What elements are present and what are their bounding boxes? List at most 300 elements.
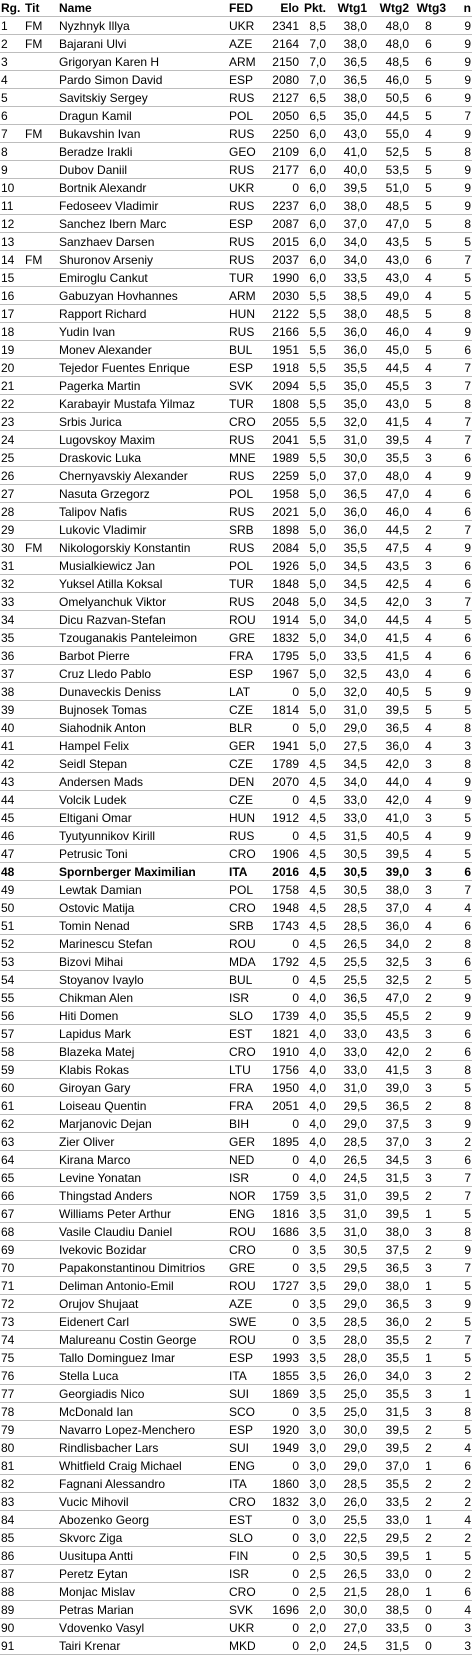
elo-cell: 1789 xyxy=(264,755,300,773)
games-cell: 5 xyxy=(447,287,472,305)
points-cell: 3,5 xyxy=(300,1241,327,1259)
wtg3-cell: 4 xyxy=(410,827,447,845)
wtg2-cell: 38,0 xyxy=(368,1223,410,1241)
games-cell: 9 xyxy=(447,53,472,71)
rank-cell: 4 xyxy=(0,71,24,89)
wtg1-cell: 26,0 xyxy=(327,1493,368,1511)
elo-cell: 2050 xyxy=(264,107,300,125)
wtg1-cell: 25,5 xyxy=(327,953,368,971)
points-cell: 8,5 xyxy=(300,17,327,35)
table-row xyxy=(0,1223,472,1241)
games-cell: 9 xyxy=(447,1007,472,1025)
wtg2-cell: 43,5 xyxy=(368,557,410,575)
table-row xyxy=(0,359,472,377)
wtg2-cell: 42,0 xyxy=(368,1043,410,1061)
table-row xyxy=(0,1637,472,1655)
player-name-cell: Hampel Felix xyxy=(58,737,228,755)
title-cell xyxy=(24,1205,58,1223)
table-row xyxy=(0,593,472,611)
rank-cell: 9 xyxy=(0,161,24,179)
player-name-cell: Beradze Irakli xyxy=(58,143,228,161)
elo-cell: 0 xyxy=(264,1583,300,1601)
federation-cell: ENG xyxy=(228,1205,264,1223)
elo-cell: 2051 xyxy=(264,1097,300,1115)
wtg3-cell: 5 xyxy=(410,305,447,323)
table-row xyxy=(0,71,472,89)
wtg2-cell: 33,0 xyxy=(368,1511,410,1529)
wtg1-cell: 33,0 xyxy=(327,809,368,827)
title-cell xyxy=(24,359,58,377)
federation-cell: EST xyxy=(228,1511,264,1529)
wtg2-cell: 53,5 xyxy=(368,161,410,179)
games-cell: 8 xyxy=(447,143,472,161)
rank-cell: 56 xyxy=(0,1007,24,1025)
points-cell: 2,0 xyxy=(300,1601,327,1619)
wtg3-cell: 3 xyxy=(410,1115,447,1133)
wtg1-cell: 33,0 xyxy=(327,791,368,809)
rank-cell: 78 xyxy=(0,1403,24,1421)
wtg3-cell: 2 xyxy=(410,1241,447,1259)
federation-cell: RUS xyxy=(228,251,264,269)
player-name-cell: Grigoryan Karen H xyxy=(58,53,228,71)
federation-cell: LTU xyxy=(228,1061,264,1079)
points-cell: 4,5 xyxy=(300,809,327,827)
elo-cell: 1686 xyxy=(264,1223,300,1241)
federation-cell: BUL xyxy=(228,341,264,359)
wtg3-cell: 3 xyxy=(410,1223,447,1241)
points-cell: 4,0 xyxy=(300,1079,327,1097)
wtg2-cell: 39,5 xyxy=(368,431,410,449)
elo-cell: 2048 xyxy=(264,593,300,611)
points-cell: 6,0 xyxy=(300,143,327,161)
games-cell: 2 xyxy=(447,1133,472,1151)
table-row xyxy=(0,179,472,197)
title-cell xyxy=(24,1421,58,1439)
federation-cell: ESP xyxy=(228,359,264,377)
player-name-cell: Dubov Daniil xyxy=(58,161,228,179)
points-cell: 3,0 xyxy=(300,1421,327,1439)
rank-cell: 71 xyxy=(0,1277,24,1295)
wtg3-cell: 3 xyxy=(410,953,447,971)
elo-cell: 1848 xyxy=(264,575,300,593)
player-name-cell: Malureanu Costin George xyxy=(58,1331,228,1349)
table-row xyxy=(0,431,472,449)
wtg2-cell: 39,0 xyxy=(368,1079,410,1097)
games-cell: 6 xyxy=(447,953,472,971)
rank-cell: 30 xyxy=(0,539,24,557)
elo-cell: 0 xyxy=(264,1619,300,1637)
wtg2-cell: 46,0 xyxy=(368,71,410,89)
wtg1-cell: 34,5 xyxy=(327,755,368,773)
table-row xyxy=(0,287,472,305)
wtg1-cell: 31,0 xyxy=(327,1079,368,1097)
games-cell: 9 xyxy=(447,539,472,557)
player-name-cell: Bizovi Mihai xyxy=(58,953,228,971)
table-row xyxy=(0,1403,472,1421)
points-cell: 2,5 xyxy=(300,1565,327,1583)
games-cell: 2 xyxy=(447,1367,472,1385)
elo-cell: 2122 xyxy=(264,305,300,323)
points-cell: 2,5 xyxy=(300,1547,327,1565)
points-cell: 3,5 xyxy=(300,1259,327,1277)
games-cell: 5 xyxy=(447,971,472,989)
player-name-cell: Lugovskoy Maxim xyxy=(58,431,228,449)
wtg1-cell: 36,5 xyxy=(327,485,368,503)
title-cell xyxy=(24,1151,58,1169)
title-cell xyxy=(24,809,58,827)
points-cell: 5,5 xyxy=(300,359,327,377)
table-row xyxy=(0,1025,472,1043)
elo-cell: 0 xyxy=(264,1115,300,1133)
elo-cell: 1989 xyxy=(264,449,300,467)
table-row xyxy=(0,251,472,269)
wtg1-cell: 38,0 xyxy=(327,197,368,215)
federation-cell: ESP xyxy=(228,665,264,683)
elo-cell: 2341 xyxy=(264,17,300,35)
player-name-cell: Srbis Jurica xyxy=(58,413,228,431)
player-name-cell: Dunaveckis Deniss xyxy=(58,683,228,701)
federation-cell: CRO xyxy=(228,1583,264,1601)
points-cell: 5,5 xyxy=(300,431,327,449)
title-cell xyxy=(24,1475,58,1493)
player-name-cell: Shuronov Arseniy xyxy=(58,251,228,269)
rank-cell: 16 xyxy=(0,287,24,305)
wtg2-cell: 55,0 xyxy=(368,125,410,143)
player-name-cell: Hiti Domen xyxy=(58,1007,228,1025)
games-cell: 8 xyxy=(447,755,472,773)
rank-cell: 12 xyxy=(0,215,24,233)
wtg2-cell: 39,5 xyxy=(368,1439,410,1457)
federation-cell: RUS xyxy=(228,539,264,557)
wtg2-cell: 43,0 xyxy=(368,269,410,287)
title-cell xyxy=(24,1097,58,1115)
points-cell: 4,5 xyxy=(300,971,327,989)
points-cell: 4,0 xyxy=(300,1043,327,1061)
elo-cell: 0 xyxy=(264,935,300,953)
wtg1-cell: 26,0 xyxy=(327,1367,368,1385)
federation-cell: RUS xyxy=(228,197,264,215)
wtg2-cell: 48,5 xyxy=(368,197,410,215)
rank-cell: 53 xyxy=(0,953,24,971)
player-name-cell: Cruz Lledo Pablo xyxy=(58,665,228,683)
player-name-cell: Blazeka Matej xyxy=(58,1043,228,1061)
rank-cell: 91 xyxy=(0,1637,24,1655)
federation-cell: NOR xyxy=(228,1187,264,1205)
table-row xyxy=(0,971,472,989)
points-cell: 4,0 xyxy=(300,1097,327,1115)
federation-cell: UKR xyxy=(228,17,264,35)
wtg2-cell: 41,5 xyxy=(368,647,410,665)
rank-cell: 50 xyxy=(0,899,24,917)
wtg2-cell: 39,0 xyxy=(368,863,410,881)
elo-cell: 0 xyxy=(264,1529,300,1547)
rank-cell: 42 xyxy=(0,755,24,773)
elo-cell: 2259 xyxy=(264,467,300,485)
points-cell: 5,0 xyxy=(300,503,327,521)
points-cell: 5,5 xyxy=(300,449,327,467)
table-row xyxy=(0,1529,472,1547)
rank-cell: 76 xyxy=(0,1367,24,1385)
rank-cell: 45 xyxy=(0,809,24,827)
wtg1-cell: 36,0 xyxy=(327,323,368,341)
wtg1-cell: 36,5 xyxy=(327,53,368,71)
federation-cell: MKD xyxy=(228,1637,264,1655)
points-cell: 3,5 xyxy=(300,1313,327,1331)
rank-cell: 15 xyxy=(0,269,24,287)
rank-cell: 59 xyxy=(0,1061,24,1079)
table-row xyxy=(0,341,472,359)
elo-cell: 1993 xyxy=(264,1349,300,1367)
wtg1-cell: 38,0 xyxy=(327,17,368,35)
games-cell: 4 xyxy=(447,899,472,917)
wtg1-cell: 24,5 xyxy=(327,1169,368,1187)
table-row xyxy=(0,701,472,719)
games-cell: 5 xyxy=(447,1079,472,1097)
wtg1-cell: 35,5 xyxy=(327,539,368,557)
wtg1-cell: 35,0 xyxy=(327,377,368,395)
title-cell xyxy=(24,1565,58,1583)
wtg1-cell: 43,0 xyxy=(327,125,368,143)
games-cell: 7 xyxy=(447,521,472,539)
wtg3-cell: 5 xyxy=(410,341,447,359)
wtg1-cell: 33,0 xyxy=(327,1061,368,1079)
games-cell: 5 xyxy=(447,1205,472,1223)
wtg3-cell: 5 xyxy=(410,161,447,179)
wtg2-cell: 33,0 xyxy=(368,1565,410,1583)
table-row xyxy=(0,1133,472,1151)
player-name-cell: Abozenko Georg xyxy=(58,1511,228,1529)
player-name-cell: Bujnosek Tomas xyxy=(58,701,228,719)
wtg3-cell: 4 xyxy=(410,125,447,143)
elo-cell: 1941 xyxy=(264,737,300,755)
wtg3-cell: 4 xyxy=(410,917,447,935)
wtg3-cell: 3 xyxy=(410,755,447,773)
title-cell xyxy=(24,1277,58,1295)
elo-cell: 2015 xyxy=(264,233,300,251)
federation-cell: SVK xyxy=(228,377,264,395)
federation-cell: ITA xyxy=(228,1475,264,1493)
wtg3-cell: 4 xyxy=(410,773,447,791)
wtg2-cell: 41,0 xyxy=(368,809,410,827)
wtg1-cell: 34,0 xyxy=(327,233,368,251)
wtg3-cell: 5 xyxy=(410,107,447,125)
table-row xyxy=(0,521,472,539)
table-row xyxy=(0,557,472,575)
points-cell: 3,0 xyxy=(300,1457,327,1475)
federation-cell: AZE xyxy=(228,35,264,53)
wtg1-cell: 38,0 xyxy=(327,305,368,323)
title-cell xyxy=(24,1511,58,1529)
wtg2-cell: 42,0 xyxy=(368,755,410,773)
wtg1-cell: 31,5 xyxy=(327,827,368,845)
elo-cell: 0 xyxy=(264,1403,300,1421)
games-cell: 9 xyxy=(447,1295,472,1313)
wtg3-cell: 5 xyxy=(410,701,447,719)
table-row xyxy=(0,377,472,395)
rank-cell: 36 xyxy=(0,647,24,665)
player-name-cell: Vdovenko Vasyl xyxy=(58,1619,228,1637)
wtg2-cell: 39,5 xyxy=(368,1421,410,1439)
wtg3-cell: 3 xyxy=(410,1061,447,1079)
federation-cell: CZE xyxy=(228,701,264,719)
table-row xyxy=(0,1277,472,1295)
federation-cell: CRO xyxy=(228,1043,264,1061)
games-cell: 8 xyxy=(447,719,472,737)
elo-cell: 2127 xyxy=(264,89,300,107)
rank-cell: 69 xyxy=(0,1241,24,1259)
wtg3-cell: 2 xyxy=(410,971,447,989)
rank-cell: 60 xyxy=(0,1079,24,1097)
elo-cell: 2041 xyxy=(264,431,300,449)
wtg3-cell: 2 xyxy=(410,1331,447,1349)
column-header-wtg3: Wtg3 xyxy=(410,0,447,17)
title-cell xyxy=(24,665,58,683)
table-row xyxy=(0,161,472,179)
rank-cell: 89 xyxy=(0,1601,24,1619)
title-cell xyxy=(24,827,58,845)
wtg3-cell: 3 xyxy=(410,557,447,575)
player-name-cell: Eltigani Omar xyxy=(58,809,228,827)
wtg2-cell: 43,5 xyxy=(368,233,410,251)
title-cell xyxy=(24,1331,58,1349)
games-cell: 5 xyxy=(447,1277,472,1295)
elo-cell: 1855 xyxy=(264,1367,300,1385)
games-cell: 6 xyxy=(447,449,472,467)
player-name-cell: Petras Marian xyxy=(58,1601,228,1619)
title-cell xyxy=(24,1349,58,1367)
federation-cell: TUR xyxy=(228,575,264,593)
player-name-cell: Monev Alexander xyxy=(58,341,228,359)
elo-cell: 1739 xyxy=(264,1007,300,1025)
player-name-cell: Yudin Ivan xyxy=(58,323,228,341)
wtg2-cell: 33,5 xyxy=(368,1493,410,1511)
table-row xyxy=(0,1097,472,1115)
points-cell: 4,5 xyxy=(300,881,327,899)
games-cell: 3 xyxy=(447,737,472,755)
wtg3-cell: 3 xyxy=(410,1169,447,1187)
points-cell: 6,0 xyxy=(300,215,327,233)
wtg3-cell: 1 xyxy=(410,1205,447,1223)
table-row xyxy=(0,647,472,665)
player-name-cell: Tairi Krenar xyxy=(58,1637,228,1655)
games-cell: 6 xyxy=(447,1151,472,1169)
table-row xyxy=(0,1457,472,1475)
points-cell: 6,0 xyxy=(300,179,327,197)
wtg3-cell: 4 xyxy=(410,323,447,341)
player-name-cell: Rapport Richard xyxy=(58,305,228,323)
elo-cell: 1814 xyxy=(264,701,300,719)
elo-cell: 1910 xyxy=(264,1043,300,1061)
points-cell: 3,5 xyxy=(300,1295,327,1313)
games-cell: 7 xyxy=(447,359,472,377)
rank-cell: 33 xyxy=(0,593,24,611)
games-cell: 3 xyxy=(447,1637,472,1655)
federation-cell: SUI xyxy=(228,1385,264,1403)
wtg3-cell: 6 xyxy=(410,53,447,71)
rank-cell: 2 xyxy=(0,35,24,53)
rank-cell: 46 xyxy=(0,827,24,845)
wtg1-cell: 30,5 xyxy=(327,863,368,881)
wtg3-cell: 4 xyxy=(410,485,447,503)
federation-cell: ARM xyxy=(228,53,264,71)
player-name-cell: Andersen Mads xyxy=(58,773,228,791)
wtg2-cell: 31,5 xyxy=(368,1403,410,1421)
title-cell xyxy=(24,1295,58,1313)
points-cell: 5,0 xyxy=(300,665,327,683)
table-row xyxy=(0,1601,472,1619)
title-cell xyxy=(24,323,58,341)
table-row xyxy=(0,665,472,683)
games-cell: 8 xyxy=(447,1061,472,1079)
wtg1-cell: 35,0 xyxy=(327,107,368,125)
points-cell: 7,0 xyxy=(300,35,327,53)
player-name-cell: Tomin Nenad xyxy=(58,917,228,935)
wtg3-cell: 6 xyxy=(410,35,447,53)
federation-cell: POL xyxy=(228,107,264,125)
title-cell xyxy=(24,629,58,647)
games-cell: 7 xyxy=(447,413,472,431)
elo-cell: 0 xyxy=(264,1295,300,1313)
wtg2-cell: 45,0 xyxy=(368,341,410,359)
elo-cell: 1821 xyxy=(264,1025,300,1043)
table-row xyxy=(0,215,472,233)
points-cell: 3,5 xyxy=(300,1367,327,1385)
federation-cell: MDA xyxy=(228,953,264,971)
wtg3-cell: 3 xyxy=(410,809,447,827)
wtg2-cell: 38,0 xyxy=(368,1277,410,1295)
wtg1-cell: 32,0 xyxy=(327,683,368,701)
wtg3-cell: 2 xyxy=(410,1043,447,1061)
rank-cell: 13 xyxy=(0,233,24,251)
wtg2-cell: 42,5 xyxy=(368,575,410,593)
player-name-cell: Volcik Ludek xyxy=(58,791,228,809)
elo-cell: 2037 xyxy=(264,251,300,269)
player-name-cell: Musialkiewicz Jan xyxy=(58,557,228,575)
points-cell: 5,5 xyxy=(300,323,327,341)
table-row xyxy=(0,1547,472,1565)
rank-cell: 29 xyxy=(0,521,24,539)
games-cell: 5 xyxy=(447,1547,472,1565)
wtg3-cell: 4 xyxy=(410,665,447,683)
federation-cell: HUN xyxy=(228,809,264,827)
table-row xyxy=(0,503,472,521)
wtg1-cell: 28,5 xyxy=(327,917,368,935)
wtg1-cell: 32,0 xyxy=(327,413,368,431)
wtg2-cell: 37,5 xyxy=(368,1241,410,1259)
games-cell: 6 xyxy=(447,341,472,359)
elo-cell: 0 xyxy=(264,1313,300,1331)
points-cell: 3,0 xyxy=(300,1493,327,1511)
federation-cell: LAT xyxy=(228,683,264,701)
rank-cell: 21 xyxy=(0,377,24,395)
federation-cell: RUS xyxy=(228,89,264,107)
wtg1-cell: 29,5 xyxy=(327,1259,368,1277)
wtg2-cell: 38,5 xyxy=(368,1601,410,1619)
elo-cell: 1743 xyxy=(264,917,300,935)
points-cell: 4,5 xyxy=(300,827,327,845)
federation-cell: SWE xyxy=(228,1313,264,1331)
wtg1-cell: 34,5 xyxy=(327,593,368,611)
rank-cell: 48 xyxy=(0,863,24,881)
points-cell: 4,0 xyxy=(300,1133,327,1151)
federation-cell: GRE xyxy=(228,629,264,647)
wtg1-cell: 36,0 xyxy=(327,521,368,539)
wtg2-cell: 48,0 xyxy=(368,467,410,485)
player-name-cell: Monjac Mislav xyxy=(58,1583,228,1601)
wtg1-cell: 30,0 xyxy=(327,449,368,467)
games-cell: 8 xyxy=(447,935,472,953)
wtg1-cell: 29,0 xyxy=(327,719,368,737)
